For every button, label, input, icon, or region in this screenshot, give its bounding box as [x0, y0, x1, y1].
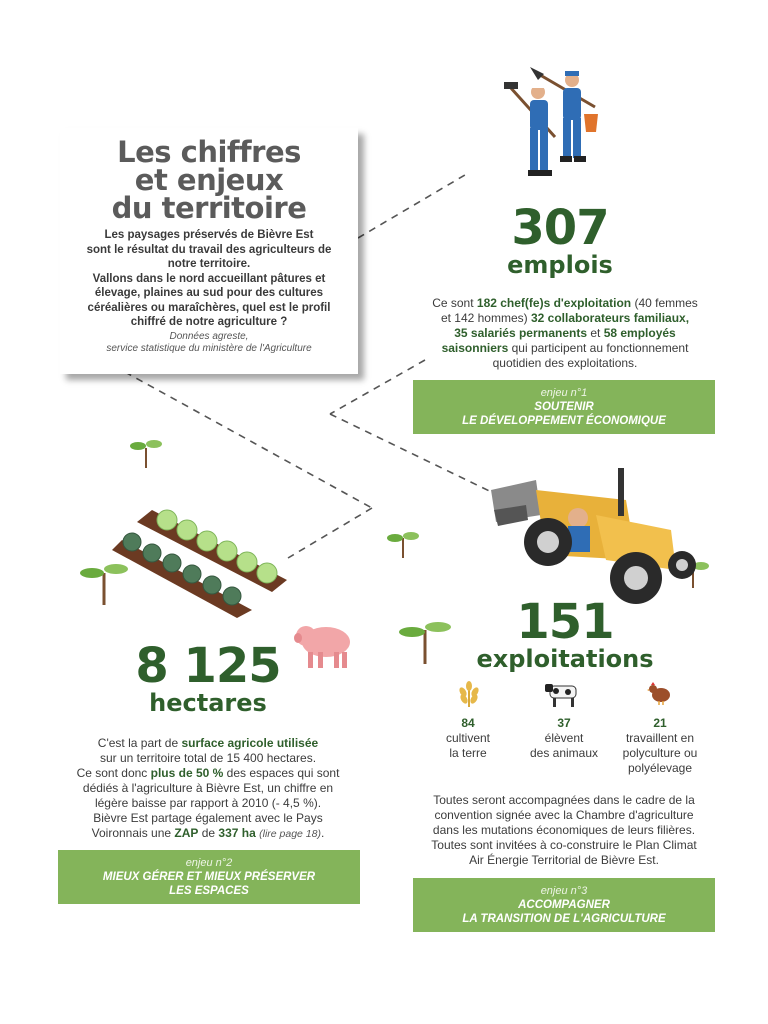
intro-text: Les paysages préservés de Bièvre Est sont le résultat du travail des agriculteurs de notre territoire. Vallons dans le nord accueillant pâtures et élevage, plaines au sud pour des cultures céréalières ou maraîchères, quel est le profil chiffré de notre agriculture ?	[86, 229, 332, 328]
sprout-icon	[398, 612, 452, 666]
sprout-icon	[386, 526, 420, 560]
cow-icon	[544, 680, 582, 708]
emplois-unit: emplois	[507, 251, 613, 279]
emplois-description: Ce sont 182 chef(fe)s d'exploitation (40 femmes et 142 hommes) 32 collaborateurs familiaux, 35 salariés permanents et 58 employés saisonniers qui participent au fonctionnement quotidien des exploitations.	[432, 296, 698, 370]
hectares-number: 8 125	[135, 638, 281, 694]
intro-source: Données agreste, service statistique du ministère de l'Agriculture	[106, 330, 312, 354]
exploitations-unit: exploitations	[476, 645, 654, 673]
connector-intro-workers	[358, 172, 470, 238]
stat-elevent: 37 élèvent des animaux	[529, 716, 599, 760]
hen-icon	[647, 682, 673, 706]
enjeu-1-box: enjeu n°1 SOUTENIR LE DÉVELOPPEMENT ÉCONOMIQUE	[413, 380, 715, 434]
exploitations-description: Toutes seront accompagnées dans le cadre de la convention signée avec la Chambre d'agriculture dans les mutations économiques de leurs filières. Toutes sont invitées à co-construire le Plan Climat Air Énergie Territorial de Bièvre Est.	[431, 793, 697, 867]
hectares-unit: hectares	[149, 689, 267, 717]
tractor-illustration	[486, 460, 708, 610]
emplois-heading	[460, 200, 660, 279]
hectares-description: C'est la part de surface agricole utilisée sur un territoire total de 15 400 hectares. Ce sont donc plus de 50 % des espaces qui sont dédiés à l'agriculture à Bièvre Est, un chiffre en légère baisse par rapport à 2010 (- 4,5 %). Bièvre Est partage également avec le Pays Voironnais une ZAP de 337 ha (lire page 18).	[76, 736, 340, 840]
hectares-heading	[108, 638, 308, 717]
stat-polyculture: 21 travaillent en polyculture ou polyélevage	[622, 716, 698, 775]
vegetable-field-illustration	[112, 500, 292, 620]
exploitations-number: 151	[516, 594, 614, 650]
exploitations-heading	[450, 594, 680, 673]
farmers-illustration	[500, 62, 610, 192]
enjeu-2-box: enjeu n°2 MIEUX GÉRER ET MIEUX PRÉSERVER LES ESPACES	[58, 850, 360, 904]
connector-field	[288, 508, 372, 558]
wheat-icon	[455, 680, 483, 708]
enjeu-3-box: enjeu n°3 ACCOMPAGNER LA TRANSITION DE L'AGRICULTURE	[413, 878, 715, 932]
page-title: Les chiffres et enjeux du territoire	[111, 135, 307, 225]
sprout-icon	[128, 434, 164, 470]
stat-cultivent: 84 cultivent la terre	[445, 716, 491, 760]
emplois-number: 307	[511, 200, 609, 256]
intro-box	[60, 128, 358, 374]
